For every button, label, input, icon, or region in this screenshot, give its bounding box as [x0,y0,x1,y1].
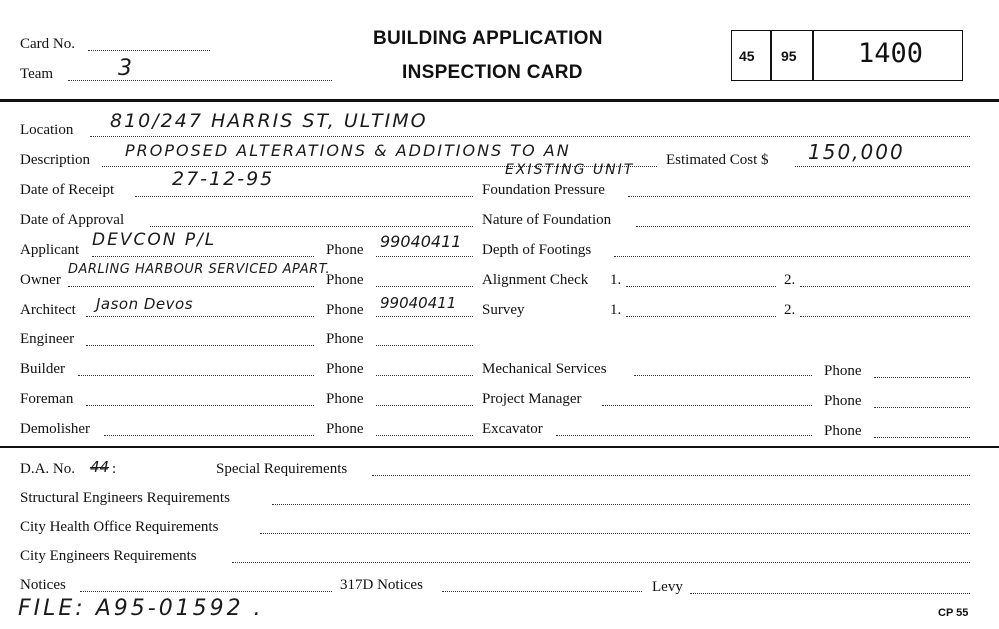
foreman-phone-line [376,405,473,406]
description-label: Description [20,152,90,168]
excavator-phone-line [874,437,970,438]
levy-line [690,593,970,594]
box-divider-2 [812,30,814,81]
location-label: Location [20,122,74,138]
file-number: FILE: A95-01592 . [18,596,264,621]
architect-phone-label: Phone [326,302,364,318]
engineer-label: Engineer [20,331,75,347]
description-value-2: EXISTING UNIT [505,162,635,178]
alignment-2-line [800,286,970,287]
estimated-cost-label: Estimated Cost $ [666,152,769,168]
demolisher-line [104,435,314,436]
structural-label: Structural Engineers Requirements [20,490,230,506]
header-rule [0,99,999,102]
health-line [260,533,970,534]
description-value: PROPOSED ALTERATIONS & ADDITIONS TO AN [125,141,571,160]
team-label: Team [20,66,54,82]
card-no-line [88,50,210,51]
alignment-1-line [626,286,776,287]
depth-footings-line [614,256,970,257]
applicant-phone-label: Phone [326,242,364,258]
levy-label: Levy [652,579,683,595]
form-title-line1: BUILDING APPLICATION [373,28,603,49]
excavator-label: Excavator [482,421,543,437]
engineer-line [86,345,314,346]
excavator-line [556,435,812,436]
owner-label: Owner [20,272,61,288]
owner-value: DARLING HARBOUR SERVICED APART. [68,262,331,277]
survey-1-line [626,316,776,317]
special-req-line [372,475,970,476]
health-label: City Health Office Requirements [20,519,219,535]
box-b-value: 95 [781,48,797,64]
da-no-label: D.A. No. [20,461,75,477]
project-manager-line [602,405,812,406]
architect-phone-value: 99040411 [380,294,457,312]
date-receipt-value: 27-12-95 [172,168,275,190]
applicant-value: DEVCON P/L [92,230,217,250]
applicant-line [92,256,314,257]
architect-phone-line [376,316,473,317]
mechanical-phone-line [874,377,970,378]
owner-line [68,286,314,287]
foreman-line [86,405,314,406]
location-value: 810/247 HARRIS ST, ULTIMO [110,110,428,132]
architect-line [86,316,314,317]
form-title-line2: INSPECTION CARD [402,62,583,83]
card-number-value: 1400 [858,38,924,69]
form-code: CP 55 [938,607,969,619]
project-manager-phone-label: Phone [824,393,862,409]
date-approval-label: Date of Approval [20,212,125,228]
project-manager-label: Project Manager [482,391,582,407]
survey-1-label: 1. [610,302,622,318]
location-line [90,136,970,137]
engineer-phone-label: Phone [326,331,364,347]
builder-label: Builder [20,361,65,377]
survey-2-line [800,316,970,317]
engineer-phone-line [376,345,473,346]
alignment-check-label: Alignment Check [482,272,589,288]
da-no-value: 44 [90,458,110,476]
notices-317d-label: 317D Notices [340,577,423,593]
date-receipt-label: Date of Receipt [20,182,115,198]
demolisher-label: Demolisher [20,421,90,437]
section-rule [0,446,999,448]
mechanical-label: Mechanical Services [482,361,607,377]
estimated-cost-line [795,166,970,167]
notices-317d-line [442,591,642,592]
notices-line [80,591,332,592]
team-line [68,80,332,81]
applicant-phone-line [376,256,473,257]
team-value: 3 [118,56,134,81]
foundation-pressure-label: Foundation Pressure [482,182,605,198]
owner-phone-label: Phone [326,272,364,288]
notices-label: Notices [20,577,66,593]
alignment-2-label: 2. [784,272,796,288]
applicant-label: Applicant [20,242,80,258]
mechanical-line [634,375,812,376]
foreman-phone-label: Phone [326,391,364,407]
date-receipt-line [135,196,473,197]
city-eng-label: City Engineers Requirements [20,548,197,564]
builder-line [78,375,314,376]
alignment-1-label: 1. [610,272,622,288]
depth-footings-label: Depth of Footings [482,242,592,258]
foreman-label: Foreman [20,391,74,407]
excavator-phone-label: Phone [824,423,862,439]
structural-line [272,504,970,505]
builder-phone-label: Phone [326,361,364,377]
city-eng-line [232,562,970,563]
builder-phone-line [376,375,473,376]
box-divider-1 [770,30,772,81]
architect-label: Architect [20,302,76,318]
owner-phone-line [376,286,473,287]
demolisher-phone-line [376,435,473,436]
architect-value: Jason Devos [96,295,194,313]
survey-label: Survey [482,302,525,318]
mechanical-phone-label: Phone [824,363,862,379]
applicant-phone-value: 99040411 [380,232,462,251]
box-a-value: 45 [739,48,755,64]
da-no-colon: : [112,461,117,477]
nature-foundation-label: Nature of Foundation [482,212,612,228]
card-number-box [731,30,963,81]
project-manager-phone-line [874,407,970,408]
nature-foundation-line [636,226,970,227]
card-no-label: Card No. [20,36,75,52]
foundation-pressure-line [628,196,970,197]
date-approval-line [150,226,473,227]
special-req-label: Special Requirements [216,461,348,477]
survey-2-label: 2. [784,302,796,318]
demolisher-phone-label: Phone [326,421,364,437]
estimated-cost-value: 150,000 [808,140,905,164]
